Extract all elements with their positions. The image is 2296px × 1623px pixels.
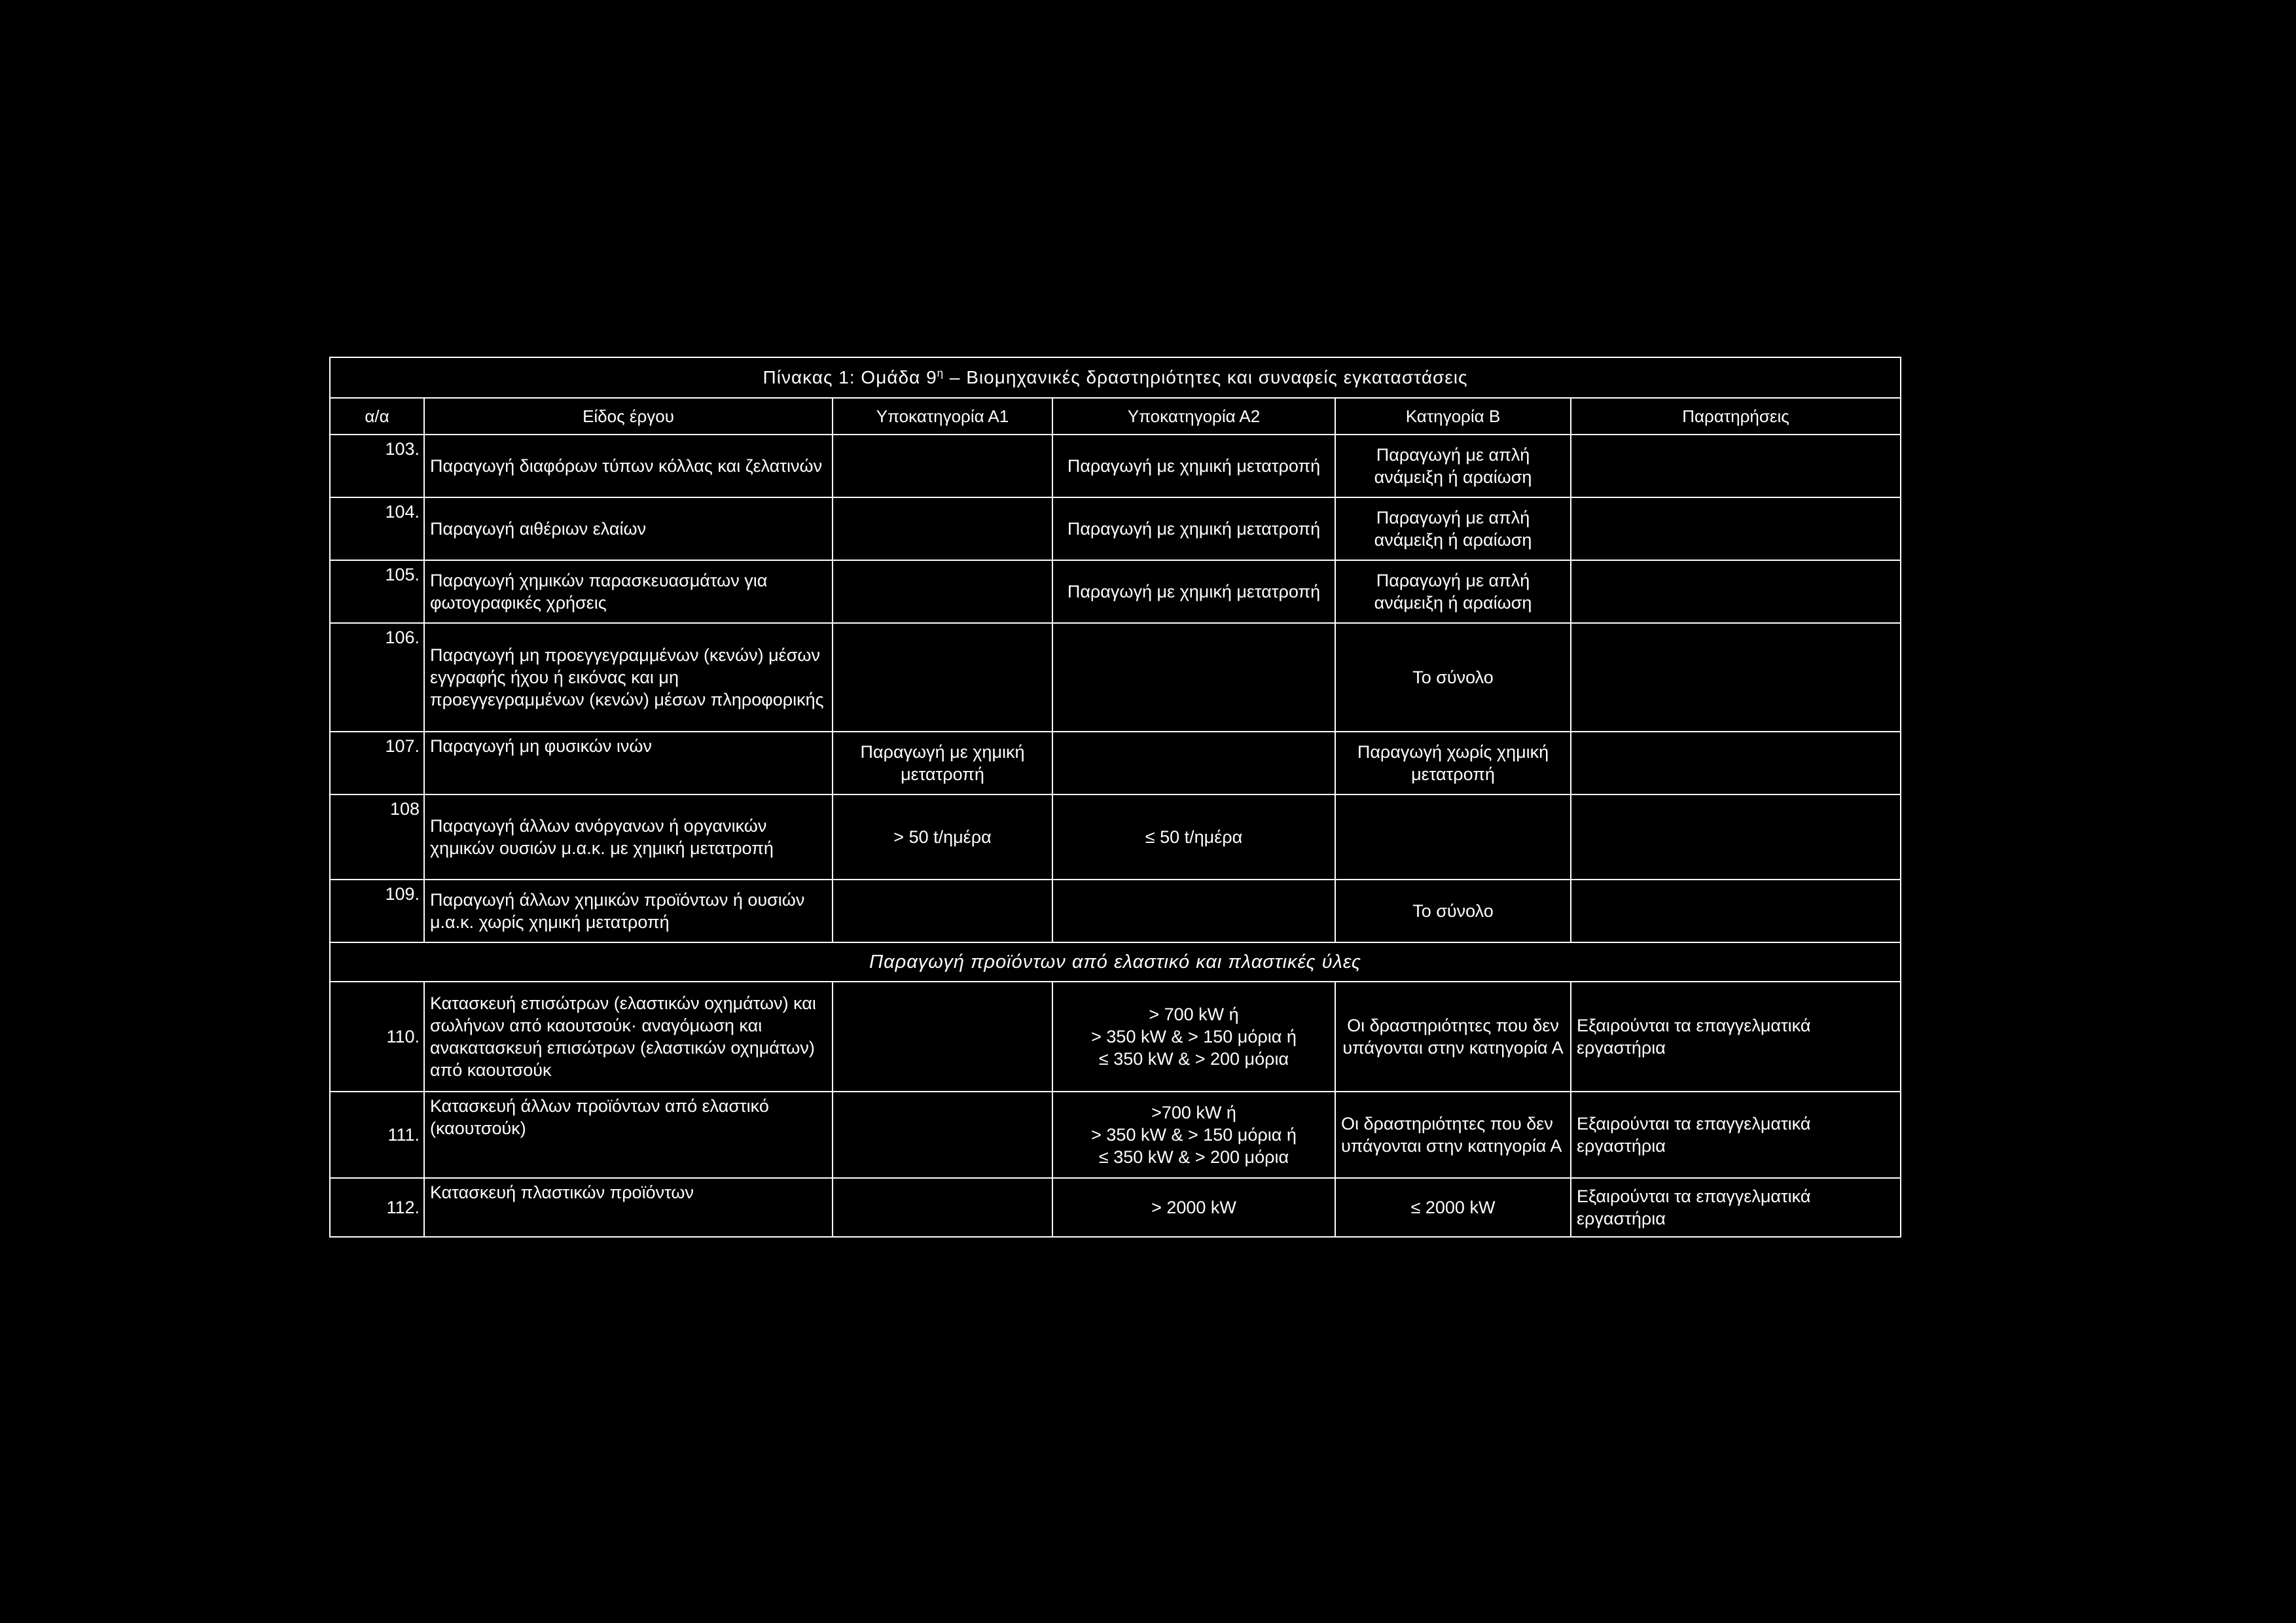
row-type: Παραγωγή διαφόρων τύπων κόλλας και ζελατινών [424,435,833,497]
section-title: Παραγωγή προϊόντων από ελαστικό και πλαστικές ύλες [330,942,1901,982]
row-a2: > 2000 kW [1052,1178,1335,1237]
row-number: 107. [330,732,424,794]
row-notes: Εξαιρούνται τα επαγγελματικά εργαστήρια [1571,1178,1901,1237]
row-b: Παραγωγή με απλή ανάμειξη ή αραίωση [1335,560,1571,623]
row-a2: > 700 kW ή > 350 kW & > 150 μόρια ή ≤ 350 kW & > 200 μόρια [1052,982,1335,1092]
header-notes: Παρατηρήσεις [1571,398,1901,435]
table-title [330,357,1901,398]
row-a1 [833,497,1052,560]
table-title-row [330,357,1901,398]
row-type: Παραγωγή άλλων χημικών προϊόντων ή ουσιών μ.α.κ. χωρίς χημική μετατροπή [424,880,833,942]
row-number: 106. [330,623,424,732]
table-row [330,560,1901,623]
header-row [330,398,1901,435]
row-b: Το σύνολο [1335,623,1571,732]
row-type: Κατασκευή επισώτρων (ελαστικών οχημάτων) και σωλήνων από καουτσούκ· αναγόμωση και ανακατασκευή επισώτρων (ελαστικών οχημάτων) από καουτσούκ [424,982,833,1092]
row-notes [1571,732,1901,794]
row-a1 [833,623,1052,732]
table-row [330,732,1901,794]
row-notes: Εξαιρούνται τα επαγγελματικά εργαστήρια [1571,1092,1901,1178]
row-a1 [833,1178,1052,1237]
row-type: Κατασκευή άλλων προϊόντων από ελαστικό (καουτσούκ) [424,1092,833,1178]
row-number: 103. [330,435,424,497]
row-notes [1571,794,1901,880]
header-a1: Υποκατηγορία Α1 [833,398,1052,435]
row-b: Παραγωγή χωρίς χημική μετατροπή [1335,732,1571,794]
row-number: 109. [330,880,424,942]
row-a2: >700 kW ή > 350 kW & > 150 μόρια ή ≤ 350 kW & > 200 μόρια [1052,1092,1335,1178]
header-b: Κατηγορία Β [1335,398,1571,435]
row-a2: Παραγωγή με χημική μετατροπή [1052,435,1335,497]
row-number: 104. [330,497,424,560]
row-type: Παραγωγή αιθέριων ελαίων [424,497,833,560]
row-b: Παραγωγή με απλή ανάμειξη ή αραίωση [1335,435,1571,497]
row-notes [1571,623,1901,732]
row-a2: ≤ 50 t/ημέρα [1052,794,1335,880]
row-type: Παραγωγή χημικών παρασκευασμάτων για φωτογραφικές χρήσεις [424,560,833,623]
row-number: 108 [330,794,424,880]
row-a2: Παραγωγή με χημική μετατροπή [1052,560,1335,623]
table-row [330,794,1901,880]
row-b: Οι δραστηριότητες που δεν υπάγονται στην κατηγορία Α [1335,982,1571,1092]
row-type: Παραγωγή μη φυσικών ινών [424,732,833,794]
table-row [330,880,1901,942]
row-b: Οι δραστηριότητες που δεν υπάγονται στην κατηγορία Α [1335,1092,1571,1178]
row-a1: > 50 t/ημέρα [833,794,1052,880]
row-number: 105. [330,560,424,623]
row-type: Παραγωγή άλλων ανόργανων ή οργανικών χημικών ουσιών μ.α.κ. με χημική μετατροπή [424,794,833,880]
activities-table [329,357,1901,1238]
header-no: α/α [330,398,424,435]
row-a2 [1052,732,1335,794]
row-notes [1571,497,1901,560]
title-suffix: – Βιομηχανικές δραστηριότητες και συναφείς εγκαταστάσεις [944,367,1468,387]
row-b [1335,794,1571,880]
table-row [330,1092,1901,1178]
row-b: Παραγωγή με απλή ανάμειξη ή αραίωση [1335,497,1571,560]
row-number: 110. [330,982,424,1092]
title-superscript: η [937,366,944,380]
row-a1 [833,982,1052,1092]
row-b: ≤ 2000 kW [1335,1178,1571,1237]
table-row [330,435,1901,497]
row-notes [1571,435,1901,497]
row-type: Παραγωγή μη προεγγεγραμμένων (κενών) μέσων εγγραφής ήχου ή εικόνας και μη προεγγεγραμμένων (κενών) μέσων πληροφορικής [424,623,833,732]
row-number: 111. [330,1092,424,1178]
row-a1 [833,435,1052,497]
row-notes [1571,560,1901,623]
row-a2 [1052,880,1335,942]
table-row [330,497,1901,560]
row-notes [1571,880,1901,942]
table-row [330,982,1901,1092]
header-type: Είδος έργου [424,398,833,435]
row-a2 [1052,623,1335,732]
row-a1 [833,880,1052,942]
header-a2: Υποκατηγορία Α2 [1052,398,1335,435]
row-a1: Παραγωγή με χημική μετατροπή [833,732,1052,794]
title-prefix: Πίνακας 1: Ομάδα 9 [762,367,937,387]
table-row [330,1178,1901,1237]
row-b: Το σύνολο [1335,880,1571,942]
row-a2: Παραγωγή με χημική μετατροπή [1052,497,1335,560]
row-a1 [833,1092,1052,1178]
row-type: Κατασκευή πλαστικών προϊόντων [424,1178,833,1237]
table-row [330,623,1901,732]
section-row [330,942,1901,982]
row-notes: Εξαιρούνται τα επαγγελματικά εργαστήρια [1571,982,1901,1092]
row-a1 [833,560,1052,623]
row-number: 112. [330,1178,424,1237]
